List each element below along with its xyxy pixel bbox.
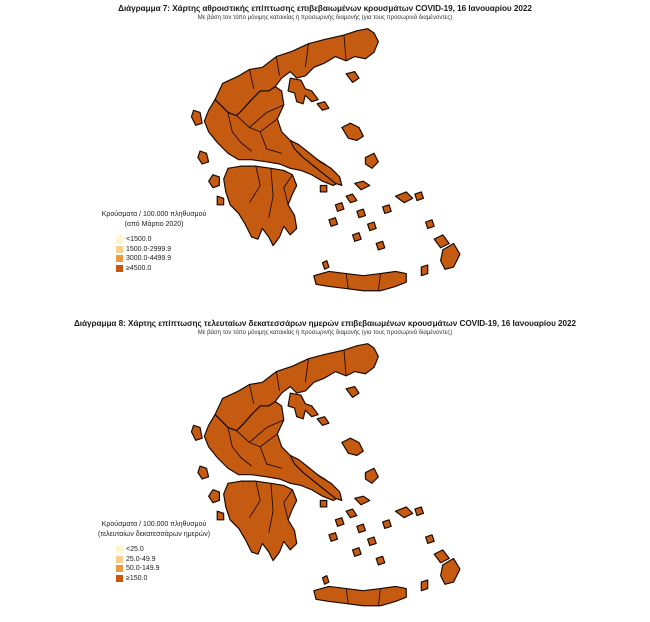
legend-item bbox=[116, 555, 244, 565]
legend-swatch bbox=[116, 236, 123, 243]
legend-title-line1: Κρούσματα / 100.000 πληθυσμού bbox=[101, 521, 207, 528]
figure-8-legend bbox=[84, 520, 244, 583]
legend-item bbox=[116, 245, 244, 255]
legend-item bbox=[116, 235, 244, 245]
legend-swatch bbox=[116, 575, 123, 582]
legend-title-line2: (από Μάρτιο 2020) bbox=[124, 221, 184, 228]
legend-label: ≥150.0 bbox=[126, 574, 148, 582]
legend-item bbox=[116, 564, 244, 574]
legend-label: <25.0 bbox=[126, 546, 144, 554]
legend-swatch bbox=[116, 565, 123, 572]
legend-title-line2: (τελευταίων δεκατεσσάρων ημερών) bbox=[97, 531, 211, 538]
legend-swatch bbox=[116, 265, 123, 272]
legend-label: <1500.0 bbox=[126, 236, 152, 244]
legend-label: 1500.0-2999.9 bbox=[126, 245, 172, 253]
figure-7-title: Διάγραμμα 7: Χάρτης αθροιστικής επίπτωσης επιβεβαιωμένων κρουσμάτων COVID-19, 16 Ιανουαρίου 2022 bbox=[118, 4, 532, 13]
legend-swatch bbox=[116, 546, 123, 553]
legend-item bbox=[116, 545, 244, 555]
figure-8-14day-incidence bbox=[0, 315, 650, 622]
legend-item bbox=[116, 254, 244, 264]
legend-swatch bbox=[116, 246, 123, 253]
legend-label: 3000.0-4499.9 bbox=[126, 255, 172, 263]
legend-label: 50.0-149.9 bbox=[126, 565, 160, 573]
figure-8-subtitle: Με βάση τον τόπο μόνιμης κατοικίας ή προσωρινής διαμονής (για τους προσωρινά διαμένοντες) bbox=[197, 330, 453, 336]
legend-label: ≥4500.0 bbox=[126, 264, 152, 272]
figure-7-subtitle: Με βάση τον τόπο μόνιμης κατοικίας ή προσωρινής διαμονής (για τους προσωρινά διαμένοντες) bbox=[197, 15, 453, 21]
legend-item bbox=[116, 574, 244, 584]
figure-8-title: Διάγραμμα 8: Χάρτης επίπτωσης τελευταίων δεκατεσσάρων ημερών επιβεβαιωμένων κρουσμάτων COVID-19, 16 Ιανουαρίου 2022 bbox=[73, 319, 577, 328]
figure-7-legend bbox=[84, 210, 244, 273]
legend-swatch bbox=[116, 255, 123, 262]
legend-item bbox=[116, 264, 244, 274]
figure-7-cumulative-incidence bbox=[0, 0, 650, 310]
legend-title-line1: Κρούσματα / 100.000 πληθυσμού bbox=[101, 211, 207, 218]
legend-label: 25.0-49.9 bbox=[126, 555, 156, 563]
legend-swatch bbox=[116, 556, 123, 563]
